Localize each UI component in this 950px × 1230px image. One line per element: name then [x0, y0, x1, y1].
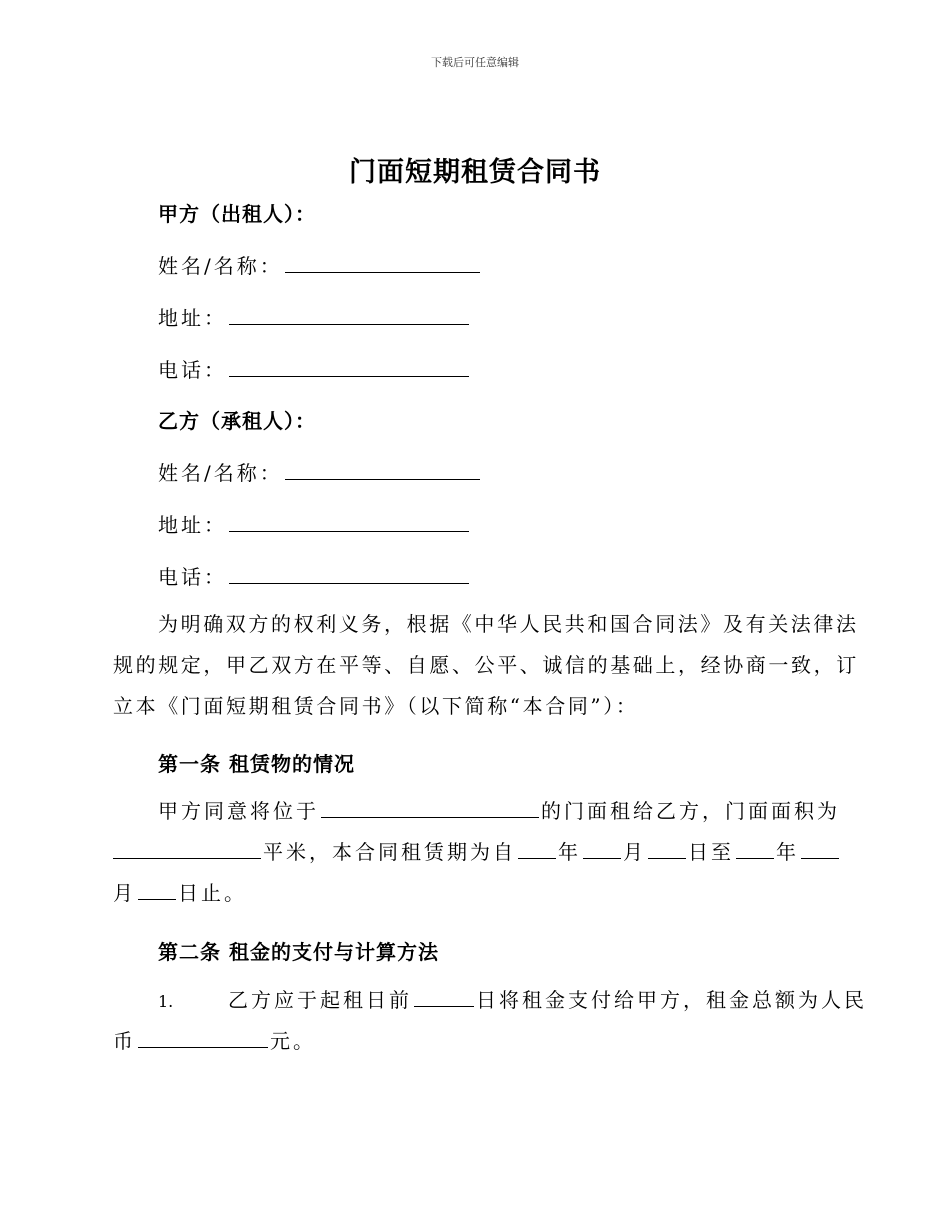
document-title: 门面短期租赁合同书: [349, 157, 601, 188]
article-2-heading: 第二条 租金的支付与计算方法: [158, 940, 439, 964]
currency-label: 币: [113, 1029, 136, 1053]
party-b-name-label: 姓名/名称：: [158, 461, 283, 485]
total-amount-blank[interactable]: [138, 1029, 268, 1048]
article-2-item-1-line-1: [113, 980, 867, 1021]
intro-line-3: 立本《门面短期租赁合同书》（以下简称“本合同”）：: [113, 694, 639, 718]
end-day-label: 日止。: [178, 881, 247, 905]
header-note: 下载后可任意编辑: [431, 56, 519, 69]
article-1-line-3: [113, 873, 833, 914]
intro-paragraph: [113, 604, 859, 727]
party-b-phone-label: 电话：: [158, 565, 227, 589]
party-a-name-row: [158, 250, 482, 279]
area-label: 的门面租给乙方，门面面积为: [541, 799, 840, 823]
article-2-item-1-line-2: [113, 1021, 833, 1062]
party-b-name-blank[interactable]: [285, 461, 480, 480]
intro-line-2: 规的规定，甲乙双方在平等、自愿、公平、诚信的基础上，经协商一致，订: [113, 653, 859, 677]
area-blank[interactable]: [113, 840, 261, 859]
location-label: 甲方同意将位于: [158, 799, 319, 823]
year-label: 年: [558, 840, 581, 864]
item-number: 1.: [158, 992, 174, 1011]
party-a-heading: 甲方（出租人）：: [158, 202, 316, 226]
start-day-blank[interactable]: [648, 840, 686, 859]
month-label: 月: [623, 840, 646, 864]
party-a-phone-row: [158, 354, 471, 383]
party-b-heading: 乙方（承租人）：: [158, 409, 316, 433]
day-to-label: 日至: [688, 840, 734, 864]
location-blank[interactable]: [321, 799, 539, 818]
party-a-address-blank[interactable]: [229, 306, 469, 325]
party-a-name-blank[interactable]: [285, 254, 480, 273]
article-2-body: [113, 980, 867, 1062]
party-b-address-blank[interactable]: [229, 513, 469, 532]
article-1-line-1: [113, 791, 840, 832]
end-day-blank[interactable]: [138, 881, 176, 900]
party-a-address-row: [158, 302, 471, 331]
party-b-phone-row: [158, 561, 471, 590]
party-b-address-row: [158, 509, 471, 538]
party-b-name-row: [158, 457, 482, 486]
days-before-blank[interactable]: [414, 988, 474, 1007]
end-year-label: 年: [776, 840, 799, 864]
end-year-blank[interactable]: [736, 840, 774, 859]
party-a-phone-label: 电话：: [158, 358, 227, 382]
party-a-name-label: 姓名/名称：: [158, 254, 283, 278]
party-a-address-label: 地址：: [158, 306, 227, 330]
start-month-blank[interactable]: [583, 840, 621, 859]
party-a-phone-blank[interactable]: [229, 358, 469, 377]
payment-before-label: 乙方应于起租日前: [228, 988, 412, 1012]
intro-line-1: 为明确双方的权利义务，根据《中华人民共和国合同法》及有关法律法: [158, 612, 859, 636]
article-1-heading: 第一条 租赁物的情况: [158, 752, 355, 776]
party-b-phone-blank[interactable]: [229, 565, 469, 584]
party-b-address-label: 地址：: [158, 513, 227, 537]
article-1-body: [113, 791, 840, 914]
article-1-line-2: [113, 832, 833, 873]
yuan-label: 元。: [270, 1029, 316, 1053]
start-year-blank[interactable]: [518, 840, 556, 859]
end-month-label: 月: [113, 881, 136, 905]
term-label: 平米，本合同租赁期为自: [263, 840, 516, 864]
payment-total-label: 日将租金支付给甲方，租金总额为人民: [476, 988, 867, 1012]
end-month-blank[interactable]: [801, 840, 839, 859]
